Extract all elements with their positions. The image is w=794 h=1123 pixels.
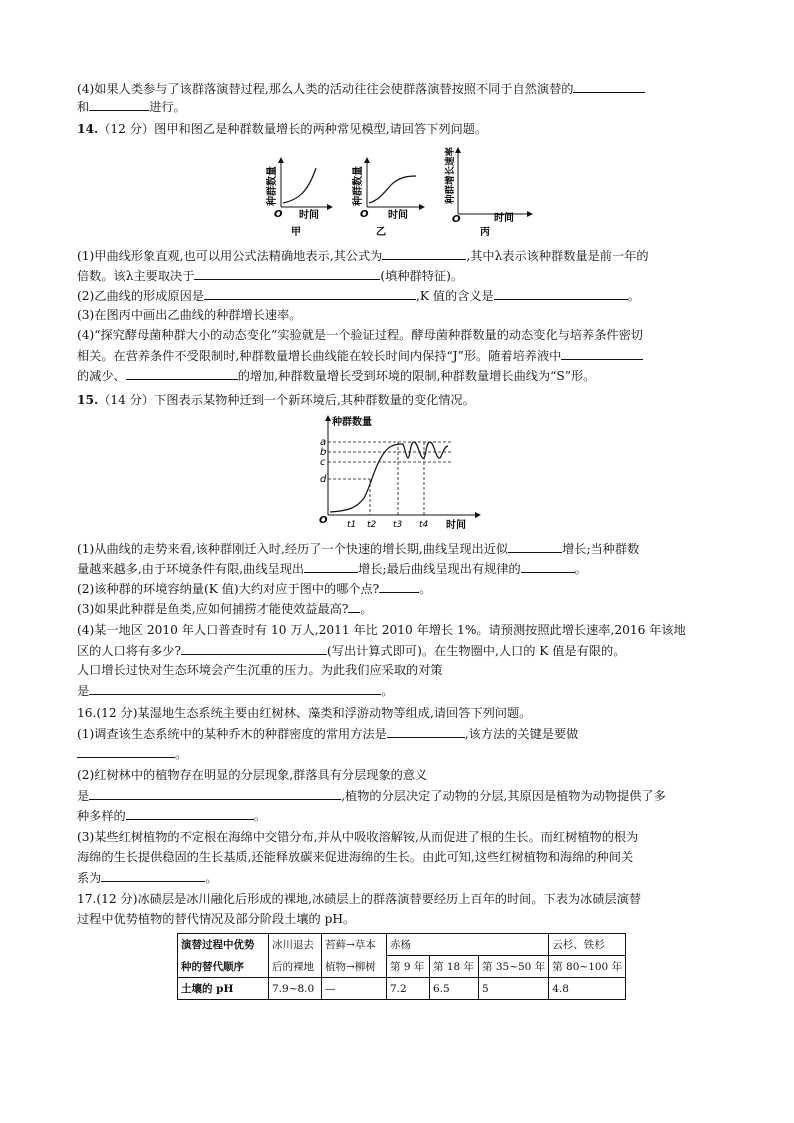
q13-part4-line2: 和 进行。 [77, 100, 186, 114]
x-axis-label: 时间 [446, 520, 466, 531]
q14-part4-line3: 的减少、 的增加,种群数量增长受到环境的限制,种群数量增长曲线为“S”形。 [77, 369, 596, 383]
q14-figure [262, 140, 538, 238]
q16-part1-line2: 。 [77, 745, 187, 762]
table-header-cell: 云杉、铁杉 [549, 934, 626, 956]
y-tick-c: c [320, 457, 326, 468]
q14-part1-line1: (1)甲曲线形象直观,也可以用公式法精确地表示,其公式为 ,其中λ表示该种群数量是前一年的 [77, 249, 649, 263]
table-header-cell: 第 80~100 年 [549, 956, 626, 978]
q16-part3-line3: 系为 。 [77, 871, 218, 885]
answer-blank[interactable] [77, 745, 175, 758]
table-header-row [178, 934, 626, 956]
graph-jia [265, 160, 330, 238]
q15-part4-line4: 是 。 [77, 684, 394, 698]
answer-blank[interactable] [521, 560, 575, 573]
q15-part4-line1: (4)某一地区 2010 年人口普查时有 10 万人,2011 年比 2010 年增长 1%。请预测按照此增长速率,2016 年该地 [77, 623, 686, 637]
table-cell: 4.8 [549, 978, 626, 1000]
x-tick-t4: t4 [419, 520, 429, 530]
y-tick-a: a [320, 437, 327, 448]
x-tick-t1: t1 [347, 520, 357, 530]
x-tick-t3: t3 [393, 520, 403, 530]
y-axis-label: 种群数量 [267, 166, 278, 206]
answer-blank[interactable] [494, 287, 628, 300]
answer-blank[interactable] [348, 600, 360, 613]
y-tick-d: d [320, 474, 327, 485]
graph-yi [351, 160, 422, 238]
table-header-cell: 赤杨 [387, 934, 549, 956]
y-axis-label: 种群增长速率 [445, 146, 456, 204]
q14-part3: (3)在图丙中画出乙曲线的种群增长速率。 [77, 308, 302, 322]
q15-part2: (2)该种群的环境容纳量(K 值)大约对应于图中的哪个点? 。 [77, 582, 432, 596]
answer-blank[interactable] [89, 787, 341, 800]
q16-part2-line3: 种多样的 。 [77, 809, 266, 823]
table-cell: 7.2 [387, 978, 430, 1000]
q16-part3-line2: 海绵的生长提供稳固的生长基质,还能释放碳来促进海绵的生长。由此可知,这些红树植物和海绵的种间关 [77, 850, 634, 864]
q15-part1-line1: (1)从曲线的走势来看,该种群刚迁入时,经历了一个快速的增长期,曲线呈现出近似 增长;当种群数 [77, 542, 640, 556]
table-header-cell: 后的裸地 [269, 956, 322, 978]
succession-ph-table [177, 933, 626, 1000]
q13-part4-line1: (4)如果人类参与了该群落演替过程,那么人类的活动往往会使群落演替按照不同于自然演替的 [77, 80, 645, 97]
q14-part4-line1: (4)“探究酵母菌种群大小的动态变化”实验就是一个验证过程。酵母菌种群数量的动态变化与培养条件密切 [77, 328, 643, 342]
answer-blank[interactable] [204, 287, 416, 300]
q15-figure [312, 412, 482, 534]
table-header-cell: 第 18 年 [430, 956, 479, 978]
q15-part4-line3: 人口增长过快对生态环境会产生沉重的压力。为此我们应采取的对策 [77, 663, 443, 677]
q14-graphs [262, 140, 538, 238]
x-tick-t2: t2 [367, 520, 377, 530]
origin-label: O [360, 209, 369, 220]
q14-part1-line2: 倍数。该λ主要取决于 (填种群特征)。 [77, 269, 464, 283]
graph-caption: 丙 [480, 227, 490, 238]
graph-caption: 乙 [376, 227, 386, 238]
population-curve [330, 442, 448, 512]
q15-part3: (3)如果此种群是鱼类,应如何捕捞才能使效益最高? 。 [77, 602, 373, 616]
answer-blank[interactable] [573, 80, 645, 93]
table-cell: 5 [479, 978, 549, 1000]
q16-stem: 16.(12 分)某湿地生态系统主要由红树林、藻类和浮游动物等组成,请回答下列问题。 [77, 706, 532, 720]
y-axis-label: 种群数量 [332, 417, 372, 428]
q17-stem-line2: 过程中优势植物的替代情况及部分阶段土壤的 pH。 [77, 912, 356, 926]
q14-part2: (2)乙曲线的形成原因是 ,K 值的含义是 。 [77, 289, 640, 303]
x-axis-label: 时间 [494, 213, 514, 224]
q15-part1-line2: 量越来越多,由于环境条件有限,曲线呈现出 增长;最后曲线呈现出有规律的 。 [77, 562, 587, 576]
table-header-row [178, 956, 626, 978]
answer-blank[interactable] [379, 580, 419, 593]
x-axis-label: 时间 [299, 210, 319, 221]
table-cell: 7.9~8.0 [269, 978, 322, 1000]
answer-blank[interactable] [126, 807, 254, 820]
q15-stem: 15.（14 分）下图表示某物种迁到一个新环境后,其种群数量的变化情况。 [77, 393, 475, 407]
answer-blank[interactable] [89, 98, 149, 111]
q16-part2-line1: (2)红树林中的植物存在明显的分层现象,群落具有分层现象的意义 [77, 768, 428, 782]
table-header-cell: 冰川退去 [269, 934, 322, 956]
answer-blank[interactable] [126, 367, 238, 380]
table-header-cell: 植物→柳树 [322, 956, 387, 978]
table-row [178, 978, 626, 1000]
answer-blank[interactable] [101, 869, 205, 882]
answer-blank[interactable] [181, 642, 327, 655]
q16-part1-line1: (1)调查该生态系统中的某种乔木的种群密度的常用方法是 ,该方法的关键是要做 [77, 727, 579, 741]
answer-blank[interactable] [508, 540, 562, 553]
answer-blank[interactable] [561, 347, 643, 360]
table-cell: 6.5 [430, 978, 479, 1000]
q15-part4-line2: 区的人口将有多少? (写出计算式即可)。在生物圈中,人口的 K 值是有限的。 [77, 644, 626, 658]
answer-blank[interactable] [382, 247, 466, 260]
origin-label: O [452, 214, 461, 225]
s-curve [369, 176, 416, 203]
j-curve [283, 168, 316, 203]
q15-graph [312, 412, 482, 534]
q14-stem: 14.（12 分）图甲和图乙是种群数量增长的两种常见模型,请回答下列问题。 [77, 122, 488, 136]
graph-bing [444, 146, 530, 238]
table-cell: — [322, 978, 387, 1000]
q17-stem-line1: 17.(12 分)冰碛层是冰川融化后形成的裸地,冰碛层上的群落演替要经历上百年的时间。下表为冰碛层演替 [77, 892, 642, 906]
answer-blank[interactable] [387, 725, 465, 738]
table-header-cell: 第 9 年 [387, 956, 430, 978]
table-cell: 土壤的 pH [178, 978, 269, 1000]
answer-blank[interactable] [304, 560, 358, 573]
table-header-cell: 种的替代顺序 [178, 956, 269, 978]
table-header-cell: 第 35~50 年 [479, 956, 549, 978]
origin-label: O [319, 515, 328, 526]
q14-part4-line2: 相关。在营养条件不受限制时,种群数量增长曲线能在较长时间内保持“J”形。随着培养液中 [77, 347, 643, 364]
q16-part3-line1: (3)某些红树植物的不定根在海绵中交错分布,并从中吸收溶解铵,从而促进了根的生长。而红树植物的根为 [77, 830, 639, 844]
x-axis-label: 时间 [388, 210, 408, 221]
y-axis-label: 种群数量 [353, 166, 364, 206]
origin-label: O [274, 209, 283, 220]
table-header-cell: 演替过程中优势 [178, 934, 269, 956]
table-header-cell: 苔藓→草本 [322, 934, 387, 956]
y-tick-b: b [320, 447, 327, 458]
answer-blank[interactable] [89, 682, 381, 695]
q16-part2-line2: 是 ,植物的分层决定了动物的分层,其原因是植物为动物提供了多 [77, 789, 666, 803]
graph-caption: 甲 [291, 227, 301, 238]
answer-blank[interactable] [194, 267, 380, 280]
